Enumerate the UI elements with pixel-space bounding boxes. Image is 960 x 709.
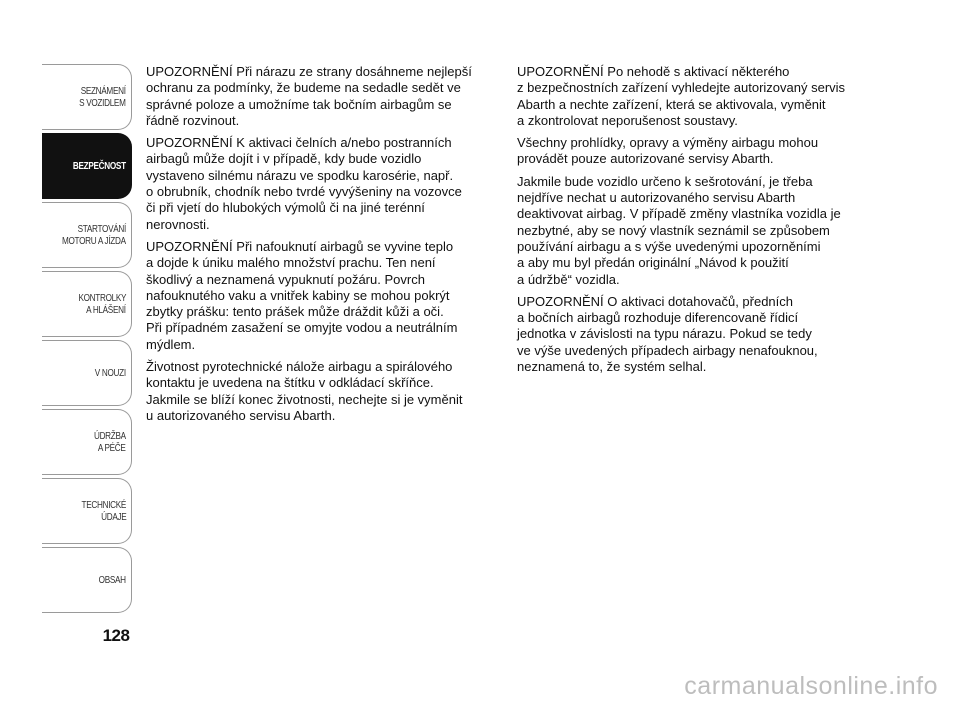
tab-label-line: OBSAH [98,574,126,586]
tab-label-line: MOTORU A JÍZDA [62,235,126,247]
text-line: jednotka v závislosti na typu nárazu. Pokud se tedy [517,326,812,342]
watermark: carmanualsonline.info [684,672,938,700]
text-line: o obrubník, chodník nebo tvrdé vyvýšeniny na vozovce [146,184,462,200]
text-line: z bezpečnostních zařízení vyhledejte autorizovaný servis [517,80,846,96]
text-line: neznamená to, že systém selhal. [517,359,707,375]
paragraph [146,239,506,353]
right-column [517,64,872,381]
tab-label-line: A HLÁŠENÍ [86,304,126,316]
text-line: UPOZORNĚNÍ Při nafouknutí airbagů se vyvine teplo [146,238,454,254]
tab-seznameni-s-vozidlem[interactable] [42,64,132,130]
tab-label-line: ÚDRŽBA [94,430,126,442]
text-line: a aby mu byl předán originální „Návod k použití [517,255,789,271]
text-line: a údržbě“ vozidla. [517,271,620,287]
tab-label-line: ÚDAJE [100,511,126,523]
text-line: nezbytné, aby se nový vlastník seznámil se způsobem [517,222,830,238]
text-line: kontaktu je uvedena na štítku v odkládací skříňce. [146,375,434,391]
text-line: UPOZORNĚNÍ Při nárazu ze strany dosáhneme nejlepší [146,64,472,79]
chapter-sidebar [42,64,134,616]
text-line: UPOZORNĚNÍ O aktivaci dotahovačů, předních [517,293,794,309]
tab-kontrolky-a-hlaseni[interactable] [42,271,132,337]
text-line: provádět pouze autorizované servisy Abarth. [517,151,774,167]
text-line: či při vjetí do hlubokých výmolů či na jiné terénní [146,200,425,216]
page-number: 128 [102,626,130,645]
tab-label-line: TECHNICKÉ [81,499,126,511]
paragraph [517,135,872,168]
tab-v-nouzi[interactable] [42,340,132,406]
text-line: airbagů může dojít i v případě, kdy bude vozidlo [146,151,422,167]
text-line: u autorizovaného servisu Abarth. [146,407,336,423]
text-line: škodlivý a neznamená vypuknutí požáru. Povrch [146,271,425,287]
text-line: a dojde k úniku malého množství prachu. Ten není [146,255,436,271]
text-line: správné poloze a umožníme tak bočním airbagům se [146,96,452,112]
paragraph [146,359,506,424]
text-line: řádně rozvinout. [146,112,240,128]
text-line: nerovnosti. [146,216,210,232]
text-line: Abarth a nechte zařízení, která se aktivovala, vyměnit [517,96,826,112]
tab-label-line: S VOZIDLEM [79,97,126,109]
tab-udrzba-a-pece[interactable] [42,409,132,475]
text-line: Jakmile se blíží konec životnosti, nechejte si je vyměnit [146,391,463,407]
text-line: nejdříve nechat u autorizovaného servisu Abarth [517,190,796,206]
text-line: používání airbagu a s výše uvedenými upozorněními [517,238,821,254]
text-line: vystaveno silnému nárazu ve spodku karosérie, např. [146,167,454,183]
tab-obsah[interactable] [42,547,132,613]
tab-technicke-udaje[interactable] [42,478,132,544]
text-line: a zkontrolovat neporušenost soustavy. [517,112,738,128]
text-line: ochranu za podmínky, že budeme na sedadle sedět ve [146,80,461,96]
text-line: ve výše uvedených případech airbagy nenafouknou, [517,342,818,358]
text-line: UPOZORNĚNÍ K aktivaci čelních a/nebo postranních [146,135,452,151]
text-line: Všechny prohlídky, opravy a výměny airbagu mohou [517,135,819,151]
paragraph [517,174,872,288]
tab-label-line: V NOUZI [94,367,126,379]
tab-label-line: SEZNÁMENÍ [81,85,126,97]
text-line: zbytky prášku: tento prášek může dráždit kůži a oči. [146,304,444,320]
text-line: a bočních airbagů rozhoduje diferencovaně řídicí [517,310,799,326]
paragraph [517,294,872,375]
tab-startovani-motoru-a-jizda[interactable] [42,202,132,268]
paragraph [146,135,506,233]
paragraph [517,64,872,129]
text-line: nafouknutého vaku a vnitřek kabiny se mohou pokrýt [146,287,450,303]
text-line: mýdlem. [146,336,196,352]
tab-label-line: A PÉČE [98,442,126,454]
paragraph [146,64,506,129]
left-column [146,64,506,430]
tab-bezpecnost[interactable] [42,133,132,199]
tab-label-line: BEZPEČNOST [73,160,126,172]
text-line: UPOZORNĚNÍ Po nehodě s aktivací některého [517,64,790,79]
text-line: Životnost pyrotechnické nálože airbagu a spirálového [146,359,453,375]
text-line: Při případném zasažení se omyjte vodou a neutrálním [146,320,458,336]
tab-label-line: STARTOVÁNÍ [77,223,126,235]
text-line: Jakmile bude vozidlo určeno k sešrotování, je třeba [517,173,813,189]
tab-label-line: KONTROLKY [78,292,126,304]
text-line: deaktivovat airbag. V případě změny vlastníka vozidla je [517,206,841,222]
